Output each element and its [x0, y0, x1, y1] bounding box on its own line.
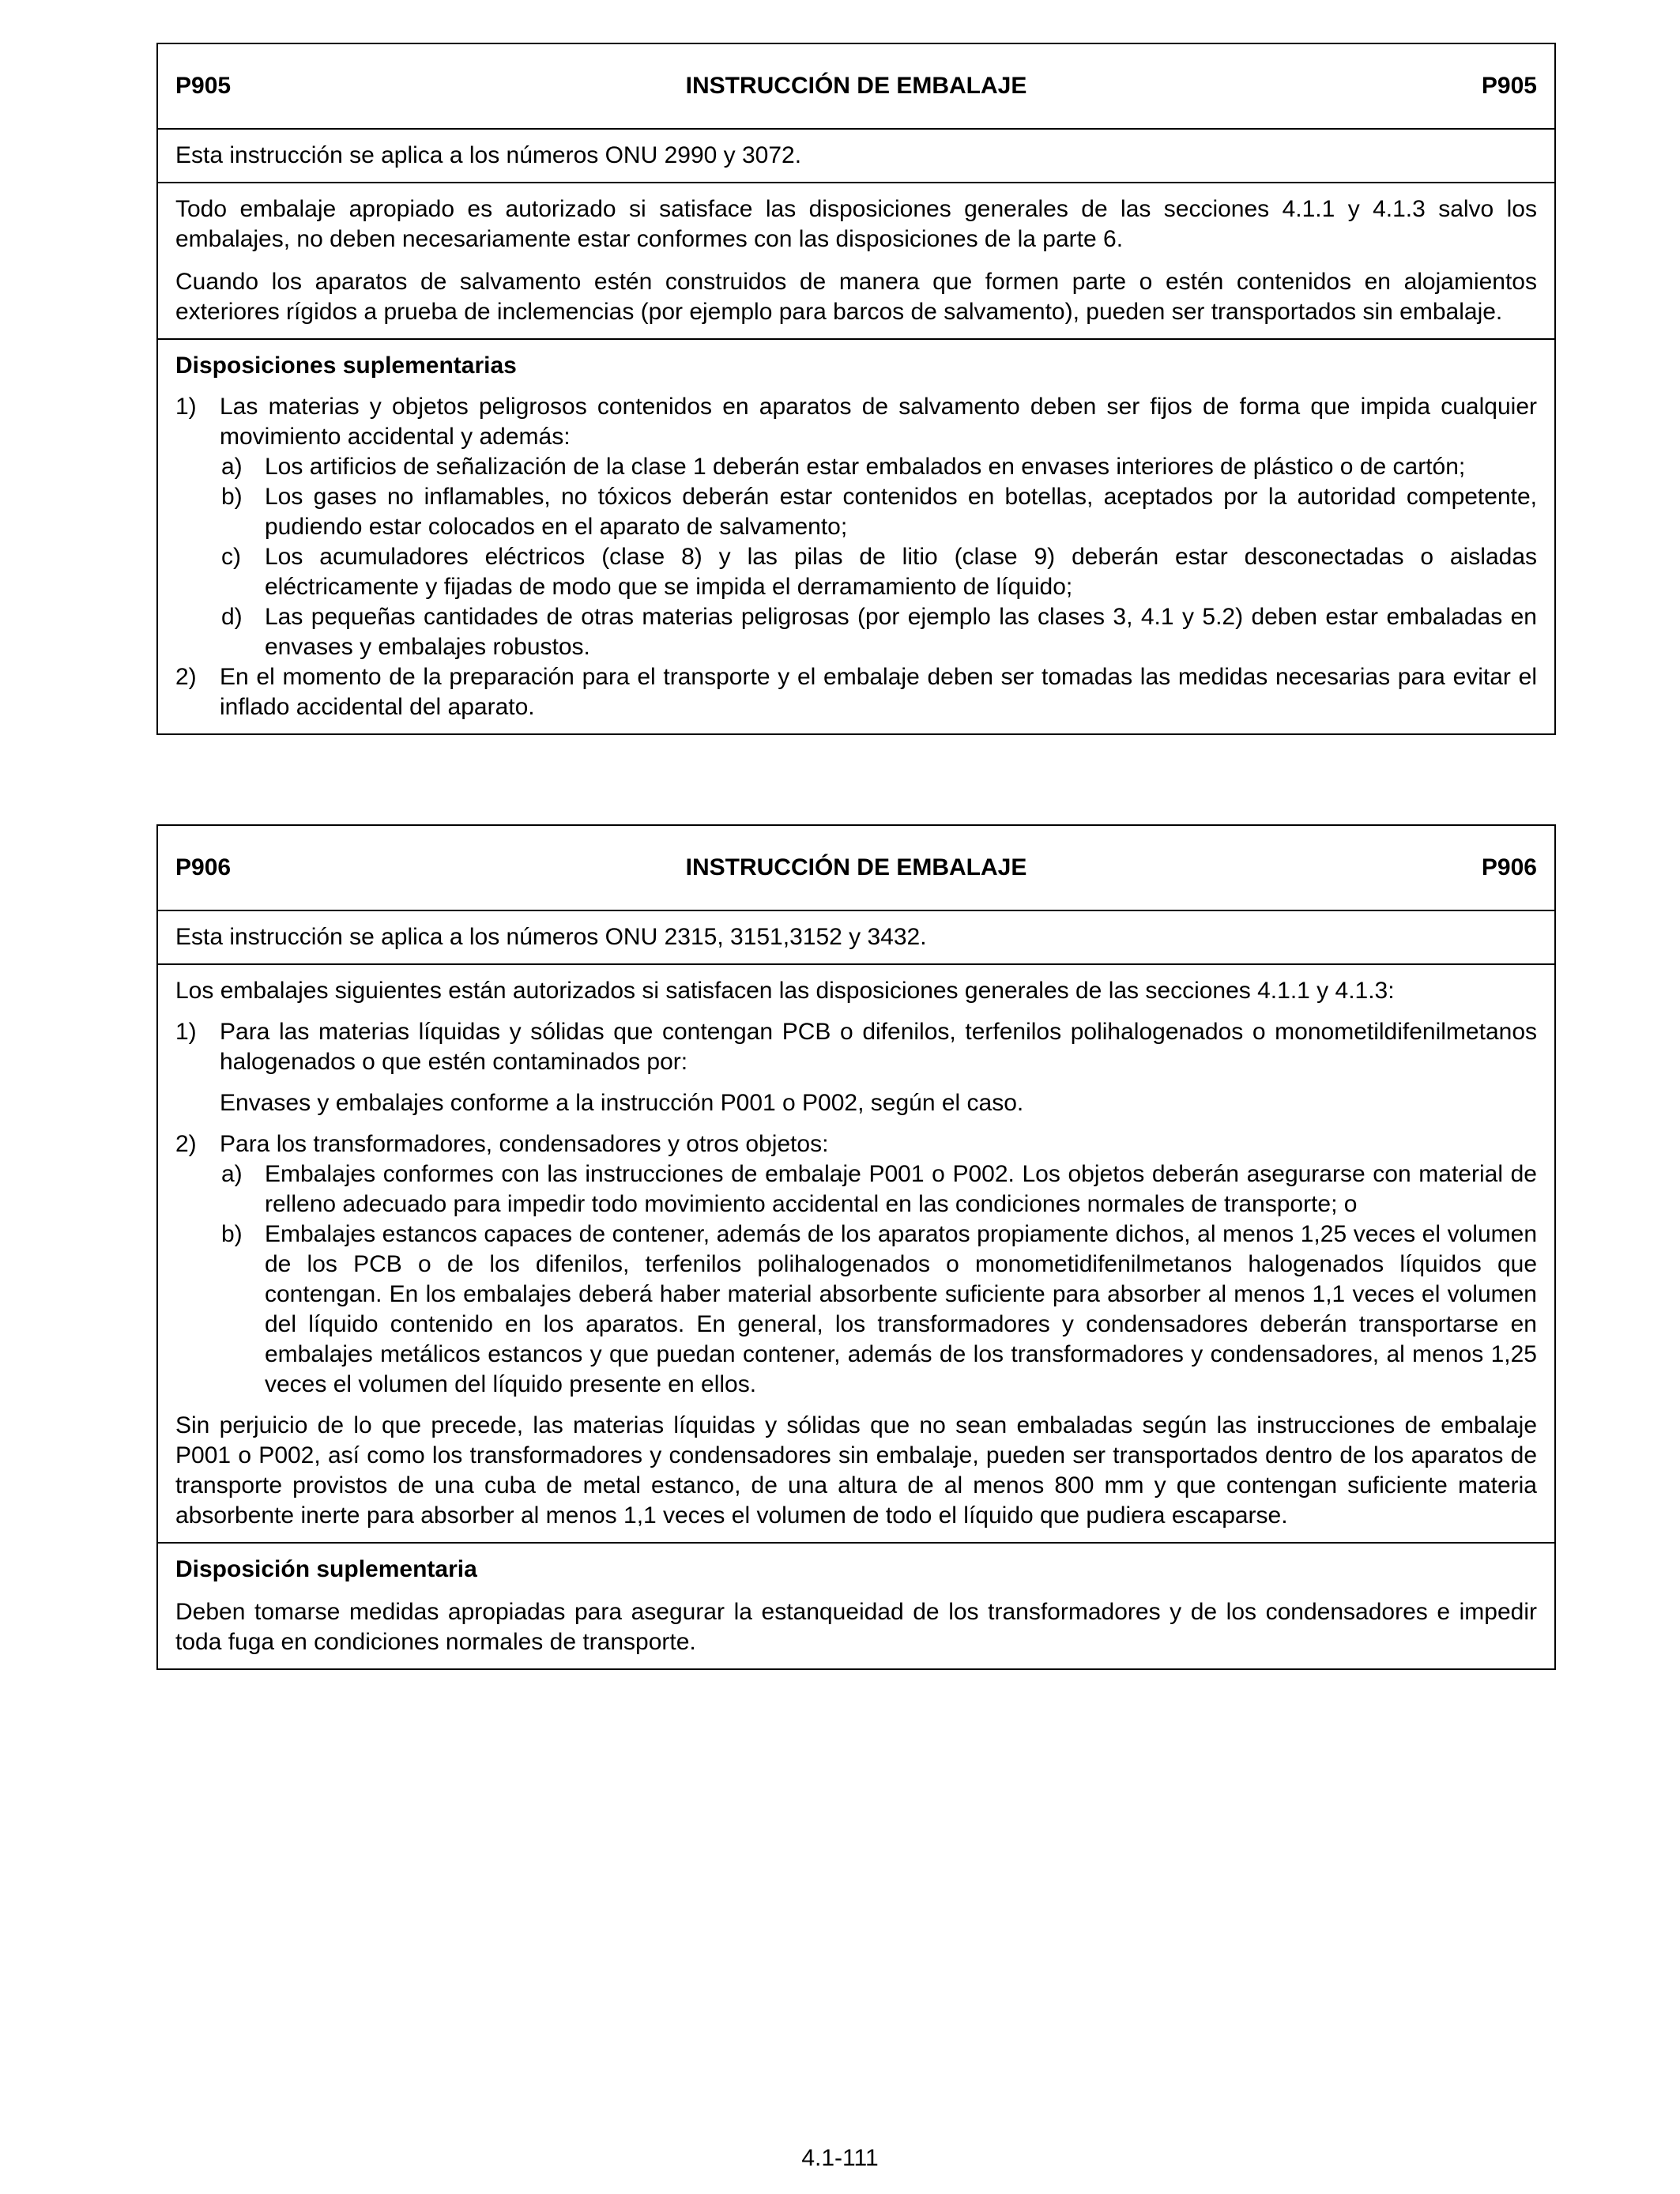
subitem-text: Los acumuladores eléctricos (clase 8) y las pilas de litio (clase 9) deberán estar desconectadas o aisladas eléctricamente y fijadas de modo que se impida el derramamiento de líquido;: [265, 544, 1537, 600]
subitem-letter: a): [221, 1161, 243, 1187]
subitem-text: Embalajes estancos capaces de contener, además de los aparatos propiamente dichos, al menos 1,25 veces el volumen de los PCB o de los difenilos, terfenilos polihalogenados o monometidifenilmetanos halogenados líquidos que contengan. En los embalajes deberá haber material absorbente suficiente para absorber al menos 1,1 veces el volumen del líquido contenido en los aparatos. En general, los transformadores y condensadores deberán transportarse en embalajes metálicos estancos y que puedan contener, además de los transformadores y condensadores, al menos 1,25 veces el volumen del líquido presente en ellos.: [265, 1221, 1537, 1397]
p906-supp-text: Deben tomarse medidas apropiadas para asegurar la estanqueidad de los transformadores y de los condensadores e impedir toda fuga en condiciones normales de transporte.: [175, 1599, 1537, 1655]
p905-subitem-c: [220, 542, 1537, 602]
p906-code-right: P906: [1481, 854, 1537, 880]
p905-item-1: [175, 392, 1537, 452]
p906-item-1: [175, 1017, 1537, 1077]
p905-applies-section: [158, 128, 1554, 182]
p906-item-1-sub: Envases y embalajes conforme a la instrucción P001 o P002, según el caso.: [220, 1090, 1024, 1116]
packing-instruction-p906: [156, 824, 1556, 1670]
p906-intro: Los embalajes siguientes están autorizados si satisfacen las disposiciones generales de las secciones 4.1.1 y 4.1.3:: [175, 978, 1395, 1004]
p906-header: [158, 826, 1554, 910]
p905-para2: Cuando los aparatos de salvamento estén construidos de manera que formen parte o estén contenidos en alojamientos exteriores rígidos a prueba de inclemencias (por ejemplo para barcos de salvamento), pueden ser transportados sin embalaje.: [175, 269, 1537, 325]
p906-applies-section: [158, 910, 1554, 963]
item-number: 2): [175, 664, 197, 690]
subitem-letter: b): [221, 1221, 243, 1247]
p905-supplementary-section: [158, 338, 1554, 733]
subitem-letter: a): [221, 454, 243, 480]
subitem-letter: c): [221, 544, 241, 570]
item-text: Las materias y objetos peligrosos contenidos en aparatos de salvamento deben ser fijos de forma que impida cualquier movimiento accidental y además:: [220, 394, 1537, 450]
packing-instruction-p905: [156, 43, 1556, 735]
subitem-text: Los artificios de señalización de la clase 1 deberán estar embalados en envases interiores de plástico o de cartón;: [265, 454, 1466, 480]
p905-code-right: P905: [1481, 73, 1537, 99]
subitem-letter: b): [221, 484, 243, 510]
p906-item-2: [175, 1129, 1537, 1159]
p905-para1: Todo embalaje apropiado es autorizado si satisface las disposiciones generales de las secciones 4.1.1 y 4.1.3 salvo los embalajes, no deben necesariamente estar conformes con las disposiciones de la parte 6.: [175, 196, 1537, 252]
p905-title: INSTRUCCIÓN DE EMBALAJE: [685, 73, 1027, 99]
subitem-text: Los gases no inflamables, no tóxicos deberán estar contenidos en botellas, aceptados por la autoridad competente, pudiendo estar colocados en el aparato de salvamento;: [265, 484, 1537, 540]
p906-supplementary-section: [158, 1542, 1554, 1668]
p906-closing: Sin perjuicio de lo que precede, las materias líquidas y sólidas que no sean embaladas según las instrucciones de embalaje P001 o P002, así como los transformadores y condensadores sin embalaje, pueden ser transportados dentro de los aparatos de transporte provistos de una cuba de metal estanco, de una altura de al menos 800 mm y que contengan suficiente materia absorbente inerte para absorber al menos 1,1 veces el volumen de todo el líquido que pudiera escaparse.: [175, 1412, 1537, 1529]
item-text: Para las materias líquidas y sólidas que contengan PCB o difenilos, terfenilos polihalogenados o monometildifenilmetanos halogenados o que estén contaminados por:: [220, 1019, 1537, 1075]
subitem-text: Las pequeñas cantidades de otras materias peligrosas (por ejemplo las clases 3, 4.1 y 5.2) deben estar embaladas en envases y embalajes robustos.: [265, 604, 1537, 660]
p905-subitem-b: [220, 482, 1537, 542]
p906-applies: Esta instrucción se aplica a los números ONU 2315, 3151,3152 y 3432.: [175, 924, 927, 950]
p906-general-section: [158, 963, 1554, 1542]
subitem-letter: d): [221, 604, 243, 630]
p906-title: INSTRUCCIÓN DE EMBALAJE: [685, 854, 1027, 880]
p906-supp-heading: Disposición suplementaria: [175, 1556, 477, 1582]
p906-subitem-b: [220, 1220, 1537, 1400]
p905-supp-heading: Disposiciones suplementarias: [175, 352, 517, 379]
p905-code-left: P905: [175, 73, 232, 99]
page-number: 4.1-111: [801, 2145, 879, 2171]
p906-subitem-a: [220, 1159, 1537, 1220]
p905-applies: Esta instrucción se aplica a los números ONU 2990 y 3072.: [175, 142, 802, 168]
p905-item-2: [175, 662, 1537, 722]
item-number: 1): [175, 394, 197, 420]
p905-general-section: [158, 182, 1554, 338]
p905-subitem-d: [220, 602, 1537, 662]
subitem-text: Embalajes conformes con las instrucciones de embalaje P001 o P002. Los objetos deberán asegurarse con material de relleno adecuado para impedir todo movimiento accidental en las condiciones normales de transporte; o: [265, 1161, 1537, 1217]
p905-subitem-a: [220, 452, 1537, 482]
p905-header: [158, 44, 1554, 128]
item-text: En el momento de la preparación para el transporte y el embalaje deben ser tomadas las medidas necesarias para evitar el inflado accidental del aparato.: [220, 664, 1537, 720]
item-text: Para los transformadores, condensadores y otros objetos:: [220, 1131, 829, 1157]
p906-code-left: P906: [175, 854, 232, 880]
item-number: 1): [175, 1019, 197, 1045]
item-number: 2): [175, 1131, 197, 1157]
